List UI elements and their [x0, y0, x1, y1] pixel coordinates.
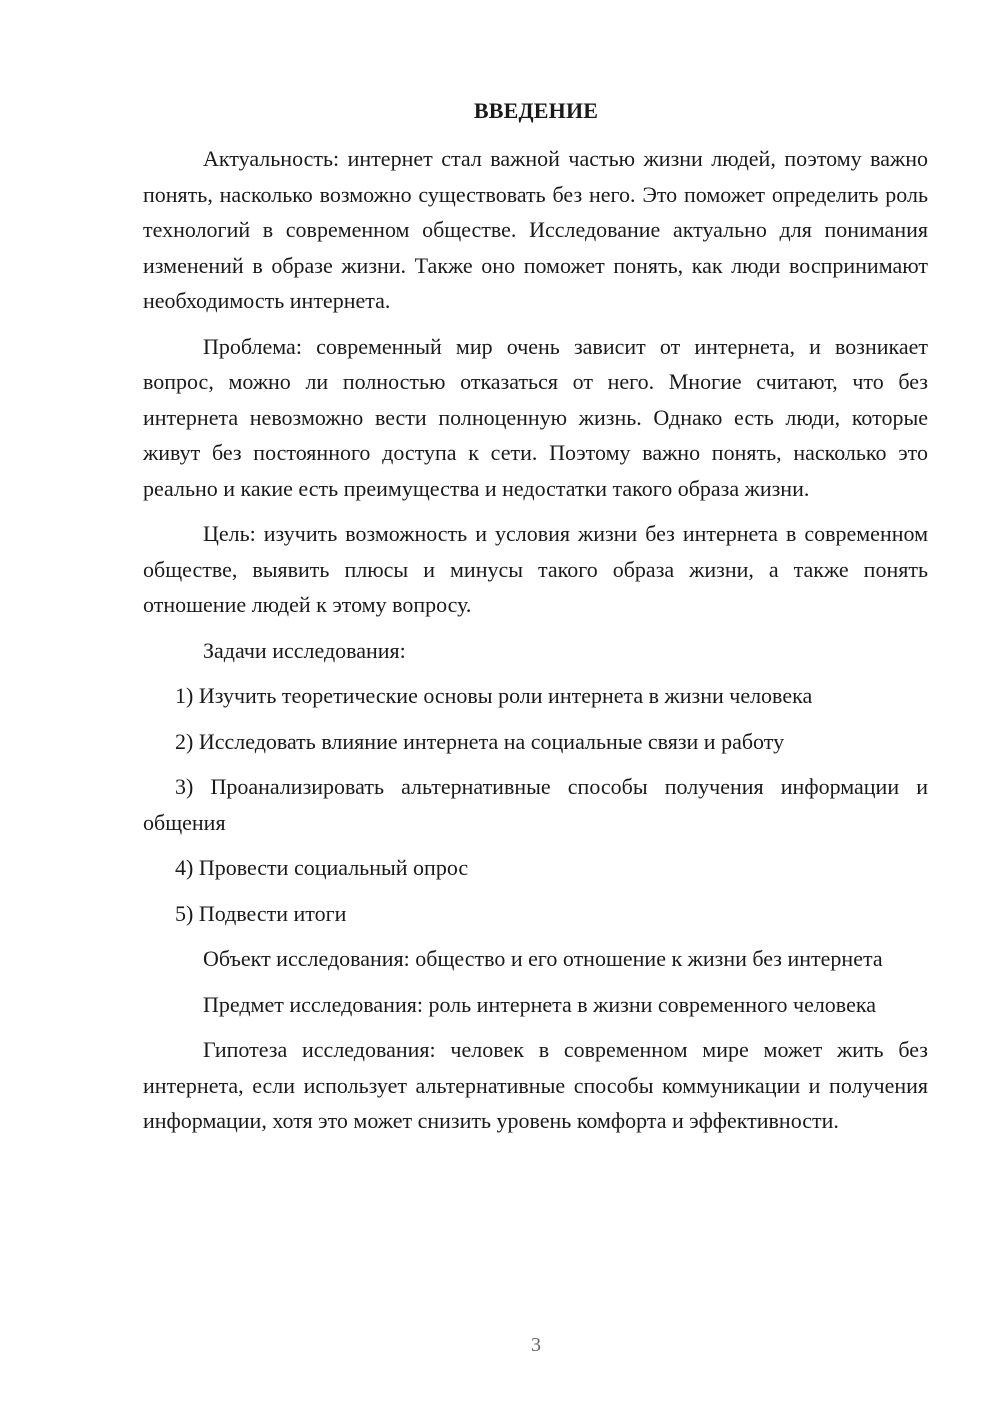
task-item: 1) Изучить теоретические основы роли интернета в жизни человека [175, 683, 813, 708]
page-number: 3 [531, 1334, 541, 1356]
paragraph-subject: Предмет исследования: роль интернета в жизни современного человека [203, 991, 876, 1017]
paragraph-problem: Проблема: современный мир очень зависит от интернета, и возникает вопрос, можно ли полностью отказаться от него. Многие считают, что без интернета невозможно вести полноценную жизнь. Однако есть люди, которые живут без постоянного доступа к сети. Поэтому важно понять, насколько это реально и какие есть преимущества и недостатки такого образа жизни. [143, 333, 928, 501]
task-item: 3) Проанализировать альтернативные способы получения информации и общения [143, 774, 928, 835]
task-item: 5) Подвести итоги [175, 900, 347, 926]
paragraph-goal: Цель: изучить возможность и условия жизни без интернета в современном обществе, выявить плюсы и минусы такого образа жизни, а также понять отношение людей к этому вопросу. [143, 521, 928, 617]
page-title: ВВЕДЕНИЕ [473, 98, 599, 123]
paragraph-hypothesis: Гипотеза исследования: человек в современном мире может жить без интернета, если использует альтернативные способы коммуникации и получения информации, хотя это может снизить уровень комфорта и эффективности. [143, 1037, 928, 1133]
document-body [143, 141, 928, 1149]
tasks-heading: Задачи исследования: [203, 637, 406, 663]
paragraph-relevance: Актуальность: интернет стал важной частью жизни людей, поэтому важно понять, насколько возможно существовать без него. Это поможет определить роль технологий в современном обществе. Исследование актуально для понимания изменений в образе жизни. Также оно поможет понять, как люди воспринимают необходимость интернета. [143, 146, 928, 313]
paragraph-object: Объект исследования: общество и его отношение к жизни без интернета [203, 946, 883, 971]
task-item: 4) Провести социальный опрос [175, 855, 469, 880]
task-item: 2) Исследовать влияние интернета на социальные связи и работу [175, 728, 785, 754]
